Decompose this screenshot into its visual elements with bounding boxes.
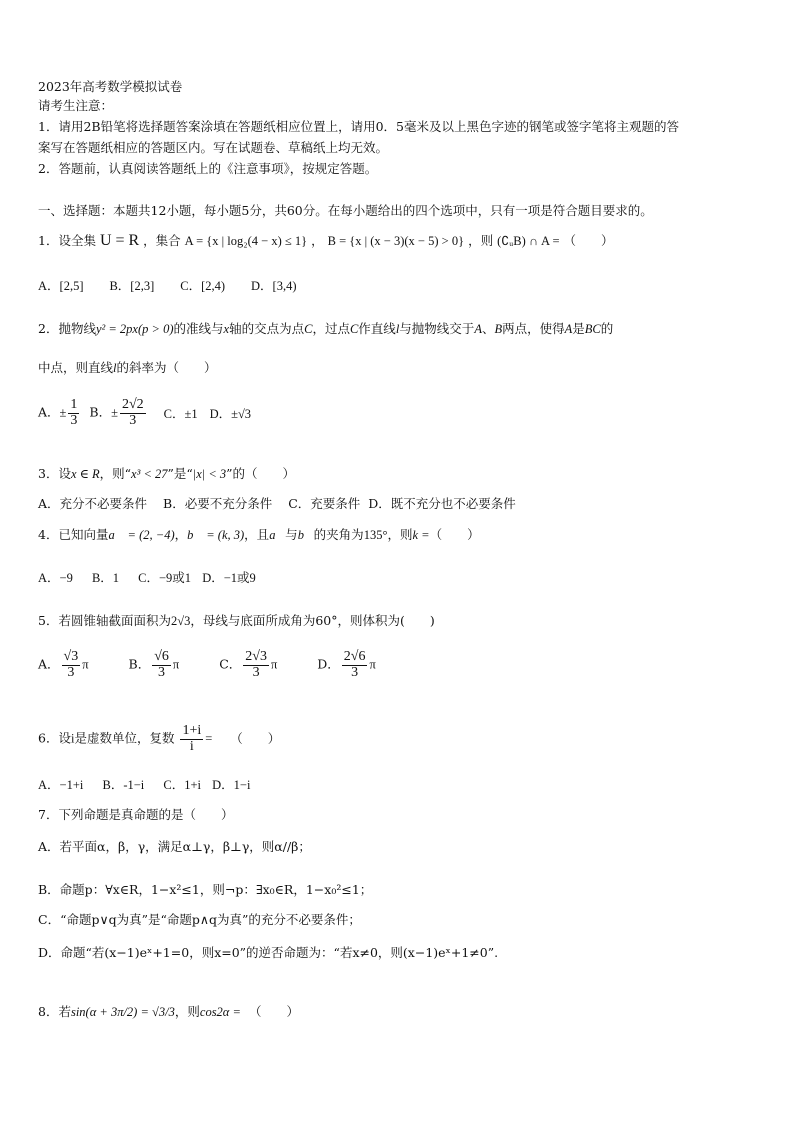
q5-option-a-den: 3 bbox=[67, 664, 75, 680]
q5-option-d-den: 3 bbox=[351, 664, 359, 680]
question-2-line1 bbox=[38, 322, 613, 336]
question-2-line2 bbox=[38, 361, 217, 375]
q2-line1-g: 、 bbox=[481, 321, 495, 336]
q3-text-b: ，则“ bbox=[99, 466, 132, 481]
q2-line1-b: 的准线与 bbox=[173, 321, 224, 336]
q1-text-a: 1．设全集 bbox=[38, 233, 96, 248]
q3-option-d: D．既不充分也不必要条件 bbox=[368, 496, 516, 511]
q2-option-a-num: 1 bbox=[70, 397, 78, 412]
q8-lhs: sin(α + 3π/2) = √3/3 bbox=[70, 1005, 175, 1019]
q6-frac-num: 1+i bbox=[182, 723, 202, 738]
q5-option-b-num: √6 bbox=[154, 649, 169, 664]
q2-c2: C bbox=[349, 322, 359, 336]
q2-l2: l bbox=[113, 361, 117, 375]
q2-bc: BC bbox=[584, 322, 601, 336]
q1-set-a: A = {x | log₂(4 − x) ≤ 1} bbox=[184, 234, 308, 248]
notice-1b: 案写在答题纸相应的答题区内。写在试题卷、草稿纸上均无效。 bbox=[38, 140, 389, 155]
q1-options bbox=[38, 276, 319, 294]
q2-option-c: C．±1 bbox=[163, 407, 198, 422]
q7-option-c: C．“命题p∨q为真”是“命题p∧q为真”的充分不必要条件； bbox=[38, 912, 361, 927]
q5-options bbox=[38, 650, 398, 680]
q4-text-f: ，则 bbox=[387, 527, 413, 542]
q2-line2-b: 的斜率为（ ） bbox=[116, 360, 217, 375]
q8-text-b: ，则 bbox=[174, 1004, 200, 1019]
notice-title: 请考生注意： bbox=[38, 98, 114, 113]
q4-vec-a: a⃗ = (2, −4) bbox=[108, 528, 175, 542]
q6-option-a: A．−1+i bbox=[38, 778, 84, 792]
q1-paren: （ ） bbox=[563, 233, 614, 248]
q5-option-c-num: 2√3 bbox=[245, 649, 267, 664]
exam-title: 2023年高考数学模拟试卷 bbox=[38, 79, 183, 94]
q1-option-c: C．[2,4) bbox=[180, 279, 226, 293]
q2-option-a bbox=[38, 398, 81, 428]
q6-option-c: C．1+i bbox=[163, 778, 202, 792]
q4-text-b: ， bbox=[174, 527, 188, 542]
q4-text-d: 与 bbox=[285, 527, 298, 542]
q2-x: x bbox=[223, 322, 230, 336]
q5-option-a-pi: π bbox=[82, 657, 89, 672]
q2-line1-c: 轴的交点为点 bbox=[229, 321, 305, 336]
q1-option-d: D．[3,4) bbox=[251, 279, 297, 293]
q1-text-b: ，集合 bbox=[143, 233, 181, 248]
q7-option-b: B．命题p：∀x∈R，1−x²≤1，则¬p：∃x₀∈R，1−x₀²≤1； bbox=[38, 882, 373, 897]
q2-option-b-label: B． bbox=[89, 404, 112, 420]
q2-option-a-label: A． bbox=[38, 404, 60, 420]
question-4 bbox=[38, 528, 480, 542]
q6-options bbox=[38, 775, 272, 793]
q7-option-d: D．命题“若(x−1)eˣ+1=0，则x=0”的逆否命题为：“若x≠0，则(x−1)eˣ+1≠0”. bbox=[38, 945, 499, 960]
q8-rhs: cos2α = bbox=[199, 1005, 241, 1019]
q2-option-b-pm: ± bbox=[111, 405, 118, 420]
question-3 bbox=[38, 467, 295, 481]
q5-option-a-num: √3 bbox=[63, 649, 79, 664]
q3-expr1: x ∈ R bbox=[70, 467, 100, 481]
q5-option-b-pi: π bbox=[172, 657, 180, 672]
q7-option-a: A．若平面α，β，γ，满足α⊥γ，β⊥γ，则α//β； bbox=[38, 839, 311, 854]
q5-option-a-label: A． bbox=[38, 656, 60, 672]
q8-paren: （ ） bbox=[248, 1004, 299, 1019]
q4-a: a⃗ bbox=[269, 528, 286, 542]
q4-b: b⃗ bbox=[297, 528, 314, 542]
q1-text-c: ， bbox=[311, 233, 324, 248]
q4-vec-b: b⃗ = (k, 3) bbox=[187, 528, 245, 542]
q6-option-d: D．1−i bbox=[212, 778, 251, 792]
q2-line1-f: 与抛物线交于 bbox=[399, 321, 475, 336]
q1-text-d: ，则 bbox=[468, 233, 494, 248]
q2-line1-i: 是 bbox=[572, 321, 585, 336]
q4-text-c: ，且 bbox=[244, 527, 270, 542]
section-heading: 一、选择题：本题共12小题，每小题5分，共60分。在每小题给出的四个选项中，只有一项是符合题目要求的。 bbox=[38, 203, 653, 218]
q4-text-a: 4．已知向量 bbox=[38, 527, 109, 542]
q5-option-d bbox=[317, 650, 376, 680]
q5-option-a bbox=[38, 650, 89, 680]
q5-option-c-pi: π bbox=[270, 657, 278, 672]
q5-option-d-pi: π bbox=[369, 657, 376, 672]
q4-text-e: 的夹角为 bbox=[313, 527, 364, 542]
q6-text-b: 是虚数单位，复数 bbox=[74, 730, 175, 746]
q5-option-b bbox=[129, 650, 180, 680]
q6-eq: = bbox=[205, 731, 213, 746]
q5-option-c-label: C． bbox=[219, 656, 242, 672]
q2-a2: A bbox=[564, 322, 573, 336]
q5-option-d-num: 2√6 bbox=[343, 649, 366, 664]
q1-set-u: U = R bbox=[99, 232, 140, 249]
q2-l1: l bbox=[395, 322, 400, 336]
question-6 bbox=[38, 724, 280, 754]
q2-option-a-den: 3 bbox=[70, 412, 78, 428]
q3-option-a: A．充分不必要条件 bbox=[38, 496, 148, 511]
question-1 bbox=[38, 232, 614, 250]
question-5 bbox=[38, 614, 435, 628]
q2-line1-a: 2．抛物线 bbox=[38, 321, 96, 336]
q3-expr2: x³ < 27 bbox=[131, 467, 168, 481]
q2-option-b-num: 2√2 bbox=[121, 397, 144, 412]
q2-line1-j: 的 bbox=[600, 321, 614, 336]
q2-option-a-pm: ± bbox=[59, 405, 67, 420]
question-7-title: 7．下列命题是真命题的是（ ） bbox=[38, 807, 234, 822]
q4-option-b: B．1 bbox=[91, 571, 120, 585]
q1-set-b: B = {x | (x − 3)(x − 5) > 0} bbox=[327, 234, 465, 248]
q4-option-d: D．−1或9 bbox=[202, 571, 256, 585]
q4-angle: 135° bbox=[363, 528, 388, 542]
q2-option-b-den: 3 bbox=[129, 412, 137, 428]
q5-text-b: ，母线与底面所成角为60°，则体积为( ) bbox=[190, 613, 435, 628]
q3-expr3: |x| < 3 bbox=[192, 467, 227, 481]
q1-option-a: A．[2,5] bbox=[38, 279, 84, 293]
q2-line1-d: ，过点 bbox=[312, 321, 350, 336]
q5-option-b-label: B． bbox=[128, 656, 151, 672]
q5-option-c-den: 3 bbox=[252, 664, 260, 680]
q5-option-d-label: D． bbox=[317, 656, 340, 672]
question-8 bbox=[38, 1005, 299, 1019]
q3-option-b: B．必要不充分条件 bbox=[163, 496, 273, 511]
q1-expr: (∁ᵤB) ∩ A = bbox=[497, 234, 560, 248]
q4-k: k = bbox=[412, 528, 430, 542]
q2-option-b bbox=[89, 398, 147, 428]
q4-paren: （ ） bbox=[429, 527, 480, 542]
q6-frac-den: i bbox=[189, 738, 194, 754]
q6-text-a: 6．设 bbox=[38, 730, 71, 746]
q2-eq: y² = 2px(p > 0) bbox=[95, 322, 174, 336]
q3-option-c: C．充要条件 bbox=[288, 496, 361, 511]
notice-2: 2．答题前，认真阅读答题纸上的《注意事项》，按规定答题。 bbox=[38, 161, 378, 176]
q2-option-d: D．±√3 bbox=[209, 407, 252, 422]
q4-options bbox=[38, 568, 278, 586]
q3-options bbox=[38, 494, 538, 512]
q5-option-c bbox=[219, 650, 277, 680]
q4-option-c: C．−9或1 bbox=[138, 571, 192, 585]
q2-c1: C bbox=[304, 322, 313, 336]
q3-text-c: ”是“ bbox=[167, 466, 193, 481]
q5-text-a: 5．若圆锥轴截面面积为 bbox=[38, 613, 171, 628]
q5-option-b-den: 3 bbox=[158, 664, 166, 680]
q3-text-a: 3．设 bbox=[38, 466, 71, 481]
q5-val: 2√3 bbox=[170, 614, 191, 628]
q4-option-a: A．−9 bbox=[38, 571, 73, 585]
q6-paren: （ ） bbox=[230, 730, 281, 746]
q2-line2-a: 中点，则直线 bbox=[38, 360, 114, 375]
q2-options bbox=[38, 398, 251, 428]
q2-b: B bbox=[494, 322, 503, 336]
q1-option-b: B．[2,3] bbox=[109, 279, 155, 293]
q3-text-d: ”的（ ） bbox=[226, 466, 296, 481]
q6-option-b: B．-1−i bbox=[102, 778, 145, 792]
q2-line1-h: 两点，使得 bbox=[502, 321, 565, 336]
q8-text-a: 8．若 bbox=[38, 1004, 71, 1019]
q2-line1-e: 作直线 bbox=[358, 321, 396, 336]
notice-1a: 1．请用2B铅笔将选择题答案涂填在答题纸相应位置上，请用0．5毫米及以上黑色字迹的钢笔或签字笔将主观题的答 bbox=[38, 119, 679, 134]
q6-i: i bbox=[70, 731, 75, 746]
q2-a1: A bbox=[474, 322, 482, 336]
